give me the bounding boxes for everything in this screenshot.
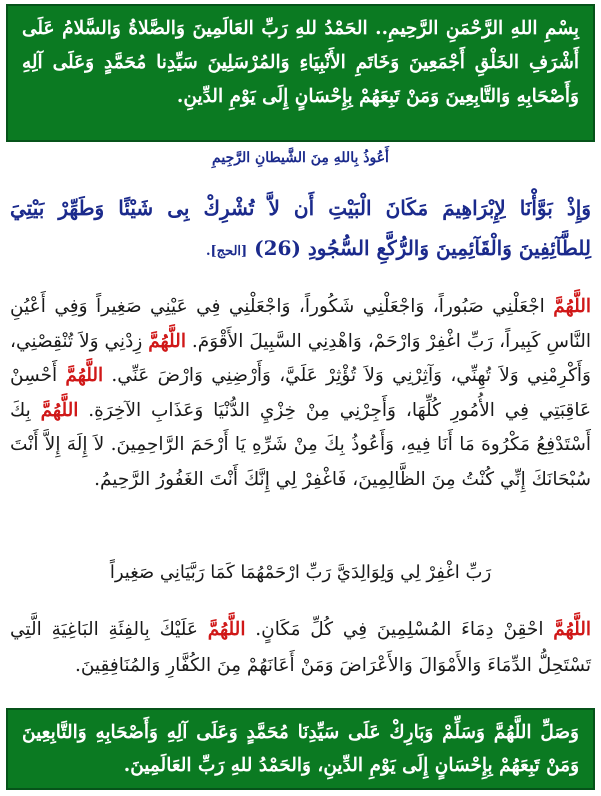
allahumma-word: اللَّهُمَّ [148, 330, 186, 352]
istiadha-line: أَعُوذُ بِاللهِ مِنَ الشَّيطانِ الرَّجِيمِ [212, 150, 389, 166]
supplications-paragraph [10, 290, 591, 497]
dua-text: أَحْسِنْ عَاقِبَتِي فِي الأُمُورِ كُلِّهَا، وَأَجِرْنِي مِنْ خِزْيِ الدُّنْيَا وَعَذَابِ الآخِرَةِ. [10, 365, 591, 421]
closing-text: وَصَلِّ اللَّهُمَّ وَسَلِّمْ وَبَارِكْ عَلَى سَيِّدِنَا مُحَمَّدٍ وَعَلَى آلِهِ وَأَصْحَابِهِ وَالتَّابِعِينَ وَمَنْ تَبِعَهُمْ بِإِحْسَانٍ إِلَى يَوْمِ الدِّينِ، وَالحَمْدُ للهِ رَبِّ العَالَمِينَ. [22, 722, 579, 776]
allahumma-word: اللَّهُمَّ [40, 399, 79, 421]
allahumma-word: اللَّهُمَّ [553, 619, 591, 640]
parents-dua: رَبِّ اغْفِرْ لِي وَلِوَالِدَيَّ رَبِّ ارْحَمْهُمَا كَمَا رَبَّيَانِي صَغِيراً [109, 562, 492, 583]
allahumma-word: اللَّهُمَّ [65, 365, 104, 386]
verse-number: (26) [254, 236, 301, 260]
opening-banner [6, 4, 595, 142]
dua-text: احْقِنْ دِمَاءَ المُسْلِمِينَ فِي كُلِّ مَكَانٍ. [245, 619, 554, 640]
dua-text: زِدْنِي وَلاَ تُنْقِصْنِي، وَأَكْرِمْنِي وَلاَ تُهِنِّي، وَآثِرْنِي وَلاَ تُؤْثِرْ عَلَيَّ، وَأَرْضِنِي وَارْضَ عَنِّي. [10, 330, 591, 386]
dua-text: بِكَ أَسْتَدْفِعُ مَكْرُوهَ مَا أَنَا فِيهِ، وَأَعُوذُ بِكَ مِنْ شَرِّهِ يَا أَرْحَمَ الرَّاحِمِينَ. لاَ إِلَهَ إِلاَّ أَنْتَ سُبْحَانَكَ إِنِّي كُنْتُ مِنَ الظَّالِمِينَ، فَاغْفِرْ لِي إِنَّكَ أَنْتَ الغَفُورُ الرَّحِيمُ. [10, 399, 591, 490]
closing-banner [6, 708, 595, 790]
allahumma-word: اللَّهُمَّ [553, 296, 591, 317]
final-supplications [10, 612, 591, 684]
opening-text: بِسْمِ اللهِ الرَّحْمَنِ الرَّحِيمِ.. الحَمْدُ للهِ رَبِّ العَالَمِينَ وَالصَّلاةُ وَالسَّلامُ عَلَى أَشْرَفِ الخَلْقِ أَجْمَعِينَ وَخَاتَمِ الأَنْبِيَاءِ وَالمُرْسَلِينَ سَيِّدِنا مُحَمَّدٍ وَعَلَى آلِهِ وَأَصْحَابِهِ وَالتَّابِعِينَ وَمَنْ تَبِعَهُمْ بِإِحْسَانٍ إِلَى يَوْمِ الدِّينِ. [22, 18, 579, 107]
quran-verse [10, 188, 591, 272]
verse-text: وَإِذْ بَوَّأْنَا لِإِبْرَاهِيمَ مَكَانَ الْبَيْتِ أَن لاَّ تُشْرِكْ بِى شَيْئًا وَطَهِّرْ بَيْتِيَ لِلطَّآئِفِينَ وَالْقَآئِمِينَ وَالرُّكَّعِ السُّجُودِ [10, 196, 591, 260]
dua-text: اجْعَلْنِي صَبُوراً، وَاجْعَلْنِي شَكُوراً، وَاجْعَلْنِي فِي عَيْنِي صَغِيراً وَفِي أَعْيُنِ النَّاسِ كَبِيراً، رَبِّ اغْفِرْ وَارْحَمْ، وَاهْدِنِي السَّبِيلَ الأَقْوَمَ. [10, 296, 591, 352]
allahumma-word: اللَّهُمَّ [207, 619, 246, 640]
dua-text: عَلَيْكَ بِالفِئَةِ البَاغِيَةِ الَّتِي تَسْتَحِلُّ الدِّمَاءَ وَالأَمْوَالَ وَالأَعْرَاضَ وَمَنْ أَعَانَهُمْ مِنَ الكُفَّارِ وَالمُنَافِقِينَ. [10, 619, 591, 676]
surah-reference: [الحج]. [205, 244, 248, 259]
